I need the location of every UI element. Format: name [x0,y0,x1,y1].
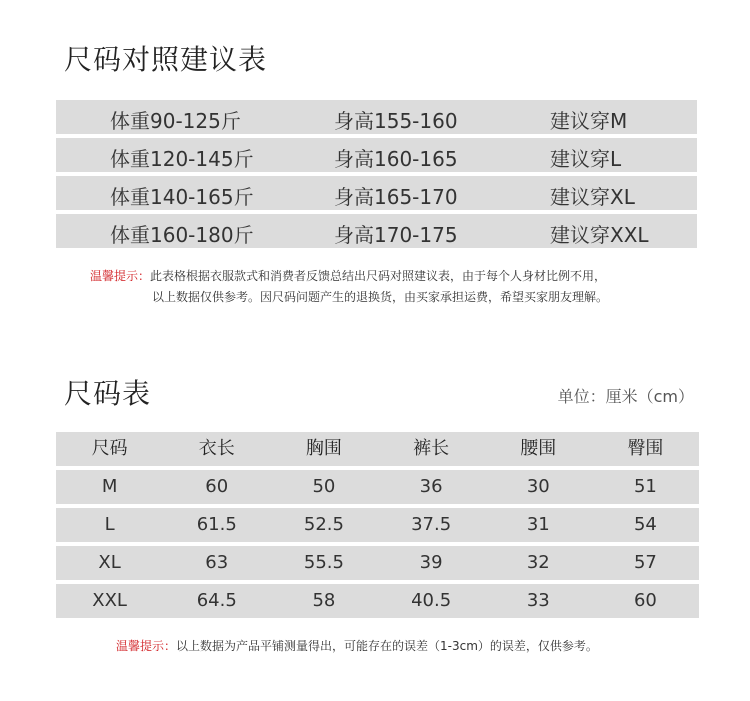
height-cell: 身高165-170 [334,185,458,209]
table-row [56,546,699,580]
table-cell: 31 [526,514,550,535]
height-cell: 身高155-160 [334,109,458,133]
table-cell: 33 [526,590,550,611]
table-cell: XL [98,552,121,573]
table-cell: 32 [526,552,550,573]
table-cell: 57 [633,552,657,573]
column-header: 裤长 [413,438,450,459]
table-row [56,100,697,134]
tip-label: 温馨提示： [90,269,151,283]
table-cell: 36 [419,476,443,497]
table-cell: 52.5 [303,514,344,535]
column-header: 腰围 [520,438,557,459]
table-cell: L [104,514,115,535]
recommendation-table-title: 尺码对照建议表 [64,43,268,76]
weight-cell: 体重140-165斤 [110,185,254,209]
suggest-cell: 建议穿M [550,109,628,133]
measurement-tip [116,637,598,654]
size-table [56,432,699,622]
suggest-cell: 建议穿XXL [550,223,649,247]
weight-cell: 体重90-125斤 [110,109,241,133]
table-row [56,176,697,210]
table-cell: M [101,476,118,497]
unit-label: 单位：厘米（cm） [557,387,694,406]
tip-line-1: 此表格根据衣服款式和消费者反馈总结出尺码对照建议表，由于每个人身材比例不用， [150,269,607,283]
table-cell: 61.5 [196,514,237,535]
tip-text: 以上数据为产品平铺测量得出，可能存在的误差（1-3cm）的误差，仅供参考。 [176,639,598,653]
weight-cell: 体重120-145斤 [110,147,254,171]
table-row [56,584,699,618]
table-row [56,138,697,172]
column-header: 尺码 [91,438,128,459]
table-cell: 55.5 [303,552,344,573]
tip-line-2: 以上数据仅供参考。因尺码问题产生的退换货，由买家承担运费，希望买家朋友理解。 [152,290,609,304]
table-cell: 39 [419,552,443,573]
table-row [56,214,697,248]
table-cell: 51 [633,476,657,497]
size-table-title: 尺码表 [64,377,152,410]
table-cell: 63 [205,552,229,573]
recommendation-tip [90,266,608,308]
tip-label: 温馨提示： [116,639,177,653]
table-cell: 50 [312,476,336,497]
weight-cell: 体重160-180斤 [110,223,254,247]
table-header-row [56,432,699,466]
suggest-cell: 建议穿L [550,147,622,171]
table-cell: 40.5 [411,590,452,611]
table-row [56,470,699,504]
suggest-cell: 建议穿XL [550,185,635,209]
table-cell: 60 [205,476,229,497]
column-header: 臀围 [627,438,664,459]
table-row [56,508,699,542]
height-cell: 身高160-165 [334,147,458,171]
table-cell: 37.5 [411,514,452,535]
column-header: 衣长 [198,438,235,459]
height-cell: 身高170-175 [334,223,458,247]
size-recommendation-table [56,100,697,252]
table-cell: 58 [312,590,336,611]
table-cell: 30 [526,476,550,497]
table-cell: 60 [633,590,657,611]
column-header: 胸围 [305,438,342,459]
table-cell: 64.5 [196,590,237,611]
table-cell: 54 [633,514,657,535]
table-cell: XXL [92,590,127,611]
